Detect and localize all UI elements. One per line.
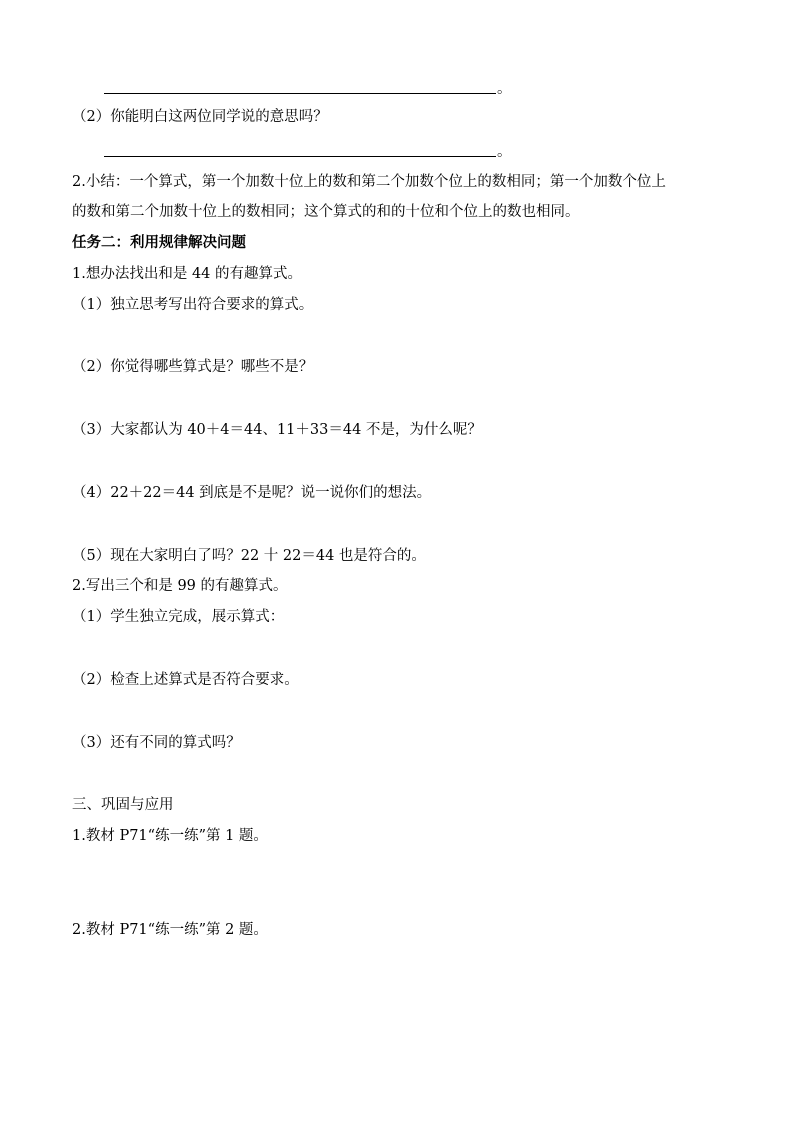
exercise-item: 1.教材 P71“练一练”第 1 题。 [72, 828, 268, 844]
sub-question: （3）还有不同的算式吗？ [72, 735, 241, 751]
answer-blank-line[interactable] [104, 93, 496, 94]
blank-period: 。 [497, 81, 512, 97]
section-heading: 三、巩固与应用 [72, 797, 174, 813]
blank-period: 。 [497, 144, 512, 160]
sub-question: （2）你觉得哪些算式是？哪些不是？ [72, 359, 314, 375]
sub-question: （1）独立思考写出符合要求的算式。 [72, 297, 314, 313]
sub-question: （5）现在大家明白了吗？22 十 22＝44 也是符合的。 [72, 548, 426, 564]
sub-question: （2）检查上述算式是否符合要求。 [72, 672, 299, 688]
task-item: 1.想办法找出和是 44 的有趣算式。 [72, 266, 303, 282]
sub-question: （1）学生独立完成，展示算式： [72, 609, 285, 625]
sub-question: （4）22＋22＝44 到底是不是呢？说一说你们的想法。 [72, 485, 432, 501]
summary-text: 的数和第二个加数十位上的数相同；这个算式的和的十位和个位上的数也相同。 [72, 204, 580, 220]
task-item: 2.写出三个和是 99 的有趣算式。 [72, 578, 288, 594]
summary-text: 2.小结：一个算式，第一个加数十位上的数和第二个加数个位上的数相同；第一个加数个位上 [72, 174, 666, 190]
answer-blank-line[interactable] [104, 156, 496, 157]
sub-question: （3）大家都认为 40＋4＝44、11＋33＝44 不是，为什么呢？ [72, 422, 482, 438]
task-heading: 任务二：利用规律解决问题 [72, 234, 246, 251]
sub-question: （2）你能明白这两位同学说的意思吗？ [72, 109, 328, 125]
exercise-item: 2.教材 P71“练一练”第 2 题。 [72, 922, 268, 938]
